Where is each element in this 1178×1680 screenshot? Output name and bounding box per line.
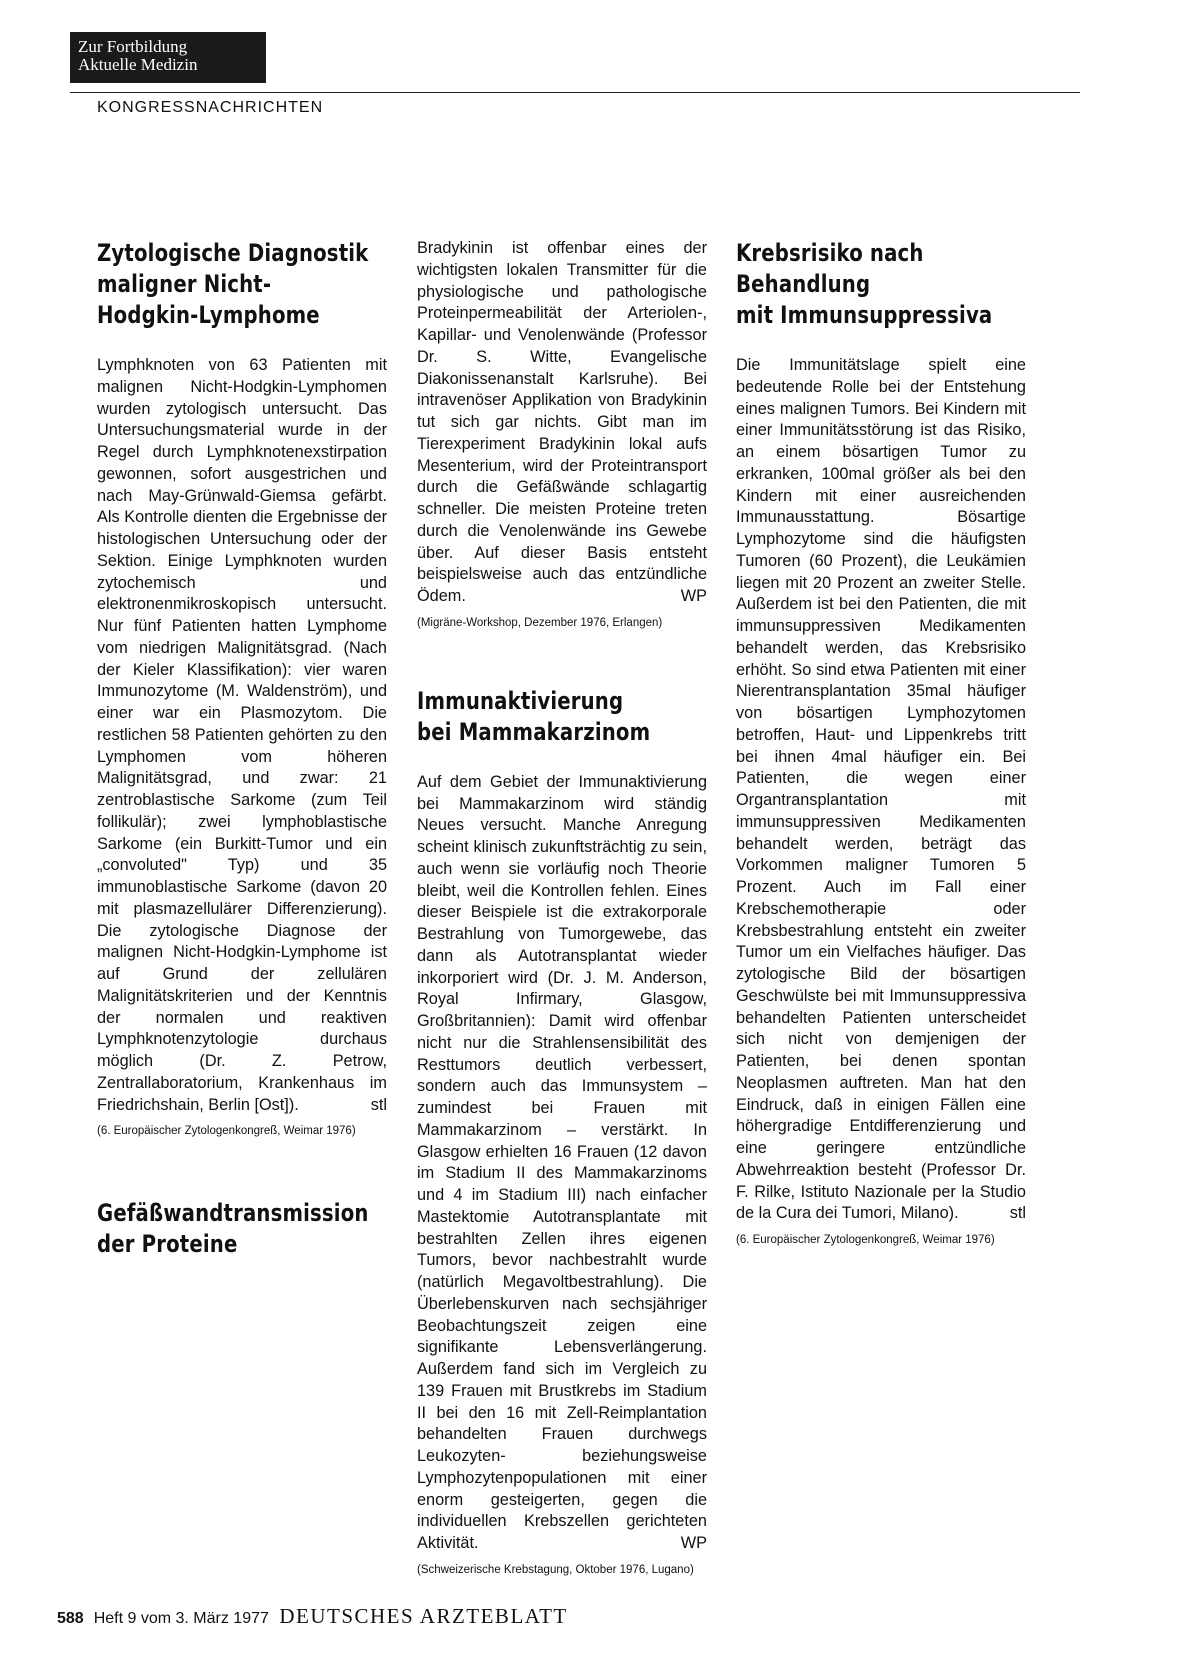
badge-line-1: Zur Fortbildung [78, 37, 188, 56]
badge-line-2: Aktuelle Medizin [78, 55, 198, 74]
author-signature: stl [370, 1095, 387, 1114]
column-2 [417, 238, 707, 1577]
column-1 [97, 238, 387, 1284]
article-body-zytologie: Lymphknoten von 63 Patienten mit malignen Nicht-Hodgkin-Lymphomen wurden zytologisch untersucht. Das Untersuchungsmaterial wurde in der Regel durch Lymphknotenexstirpation gewonnen, sofort ausgestrichen und nach May-Grünwald-Giemsa gefärbt. Als Kontrolle dienten die Ergebnisse der histologischen Untersuchung oder der Sektion. Einige Lymphknoten wurden zytochemisch und elektronenmikroskopisch untersucht. Nur fünf Patienten hatten Lymphome vom niedrigen Malignitätsgrad. (Nach der Kieler Klassifikation): vier waren Immunozytome (M. Waldenström), und einer war ein Plasmozytom. Die restlichen 58 Patienten gehörten zu den Lymphomen vom höheren Malignitätsgrad, und zwar: 21 zentroblastische Sarkome (zum Teil follikulär); zwei lymphoblastische Sarkome (ein Burkitt-Tumor und ein „convoluted" Typ) und 35 immunoblastische Sarkome (davon 20 mit plasmazellulärer Differenzierung). Die zytologische Diagnose der malignen Nicht-Hodgkin-Lymphome ist auf Grund der zellulären Malignitätskriterien und der Kenntnis der normalen und reaktiven Lymphknotenzytologie durchaus möglich (Dr. Z. Petrow, Zentrallaboratorium, Krankenhaus im Friedrichshain, Berlin [Ost]). stl [97, 355, 387, 1116]
author-signature: WP [680, 1534, 707, 1552]
section-title: KONGRESSNACHRICHTEN [97, 99, 324, 116]
article-source-krebs: (6. Europäischer Zytologenkongreß, Weimar 1976) [736, 1234, 995, 1246]
page-number: 588 [57, 1610, 84, 1627]
article-title-gefaess: Gefäßwandtransmission der Proteine [97, 1199, 369, 1259]
journal-name: DEUTSCHES ARZTEBLATT [279, 1604, 568, 1628]
article-body-immun: Auf dem Gebiet der Immunaktivierung bei Mammakarzinom wird ständig Neues versucht. Manche Anregung scheint klinisch zukunftsträchtig zu sein, auch wenn sie vorläufig noch Theorie bleibt, weil die Kontrollen fehlen. Eines dieser Beispiele ist die extrakorporale Bestrahlung von Tumorgewebe, das dann als Autotransplantat wieder inkorporiert wird (Dr. J. M. Anderson, Royal Infirmary, Glasgow, Großbritannien): Damit wird offenbar nicht nur die Strahlensensibilität des Resttumors deutlich verbessert, sondern auch das Immunsystem – zumindest bei Frauen mit Mammakarzinom – verstärkt. In Glasgow erhielten 16 Frauen (12 davon im Stadium II des Mammakarzinoms und 4 im Stadium III) nach einfacher Mastektomie Autotransplantate mit bestrahlten Zellen ihres eigenen Tumors, bevor nachbestrahlt wurde (natürlich Megavoltbestrahlung). Die Überlebenskurven nach sechsjähriger Beobachtungszeit zeigen eine signifikante Lebensverlängerung. Außerdem fand sich im Vergleich zu 139 Frauen mit Brustkrebs im Stadium II bei den 16 mit Zell-Reimplantation behandelten Frauen durchwegs Leukozyten- beziehungsweise Lymphozytenpopulationen mit einer enorm gesteigerten, gegen die individuellen Krebszellen gerichteten Aktivität. WP [417, 772, 707, 1555]
author-signature: WP [680, 587, 707, 605]
article-title-krebs: Krebsrisiko nach Behandlung mit Immunsuppressiva [736, 239, 993, 329]
article-title-immun: Immunaktivierung bei Mammakarzinom [417, 686, 651, 746]
issue-info: Heft 9 vom 3. März 1977 [93, 1610, 269, 1627]
article-body-gefaess: Bradykinin ist offenbar eines der wichtigsten lokalen Transmitter für die physiologische und pathologische Proteinpermeabilität der Arteriolen-, Kapillar- und Venolenwände (Professor Dr. S. Witte, Evangelische Diakonissenanstalt Karlsruhe). Bei intravenöser Applikation von Bradykinin tut sich gar nichts. Gibt man im Tierexperiment Bradykinin lokal aufs Mesenterium, wird der Proteintransport durch die Gefäßwände schlagartig schneller. Die meisten Proteine treten durch die Venolenwände ins Gewebe über. Auf dieser Basis entsteht beispielsweise auch das entzündliche Ödem. WP [417, 238, 707, 608]
article-source-zytologie: (6. Europäischer Zytologenkongreß, Weimar 1976) [97, 1125, 356, 1138]
section-badge [70, 32, 266, 83]
page-footer [57, 1604, 568, 1629]
header-rule [70, 92, 1080, 93]
article-body-krebs: Die Immunitätslage spielt eine bedeutende Rolle bei der Entstehung eines malignen Tumors. Bei Kindern mit einer Immunitätsstörung ist das Risiko, an einem bösartigen Tumor zu erkranken, 100mal größer als bei den Kindern mit einer ausreichenden Immunausstattung. Bösartige Lymphozytome sind die häufigsten Tumoren (60 Prozent), die Leukämien liegen mit 20 Prozent an zweiter Stelle. Außerdem ist bei den Patienten, die mit immunsuppressiven Medikamenten behandelt werden, das Krebsrisiko erhöht. So sind etwa Patienten mit einer Nierentransplantation 35mal häufiger von bösartigen Lymphozytomen betroffen, Haut- und Lippenkrebs tritt bei ihnen 4mal häufiger ein. Bei Patienten, die wegen einer Organtransplantation mit immunsuppressiven Medikamenten behandelt werden, beträgt das Vorkommen maligner Tumoren 5 Prozent. Auch im Fall einer Krebschemotherapie oder Krebsbestrahlung entsteht ein zweiter Tumor um ein Vielfaches häufiger. Das zytologische Bild der bösartigen Geschwülste bei mit Immunsuppressiva behandelten Patienten unterscheidet sich nicht von demjenigen der Patienten, bei denen spontan Neoplasmen auftreten. Man hat den Eindruck, daß in einigen Fällen eine höhergradige Entdifferenzierung und eine geringere entzündliche Abwehrreaktion besteht (Professor Dr. F. Rilke, Istituto Nazionale per la Studio de la Cura dei Tumori, Milano). stl [736, 355, 1026, 1225]
article-title-zytologie: Zytologische Diagnostik maligner Nicht- Hodgkin-Lymphome [97, 239, 369, 329]
article-source-gefaess: (Migräne-Workshop, Dezember 1976, Erlangen) [417, 616, 663, 629]
column-3 [736, 238, 1026, 1247]
author-signature: stl [1009, 1204, 1026, 1223]
article-source-immun: (Schweizerische Krebstagung, Oktober 1976, Lugano) [417, 1563, 694, 1576]
